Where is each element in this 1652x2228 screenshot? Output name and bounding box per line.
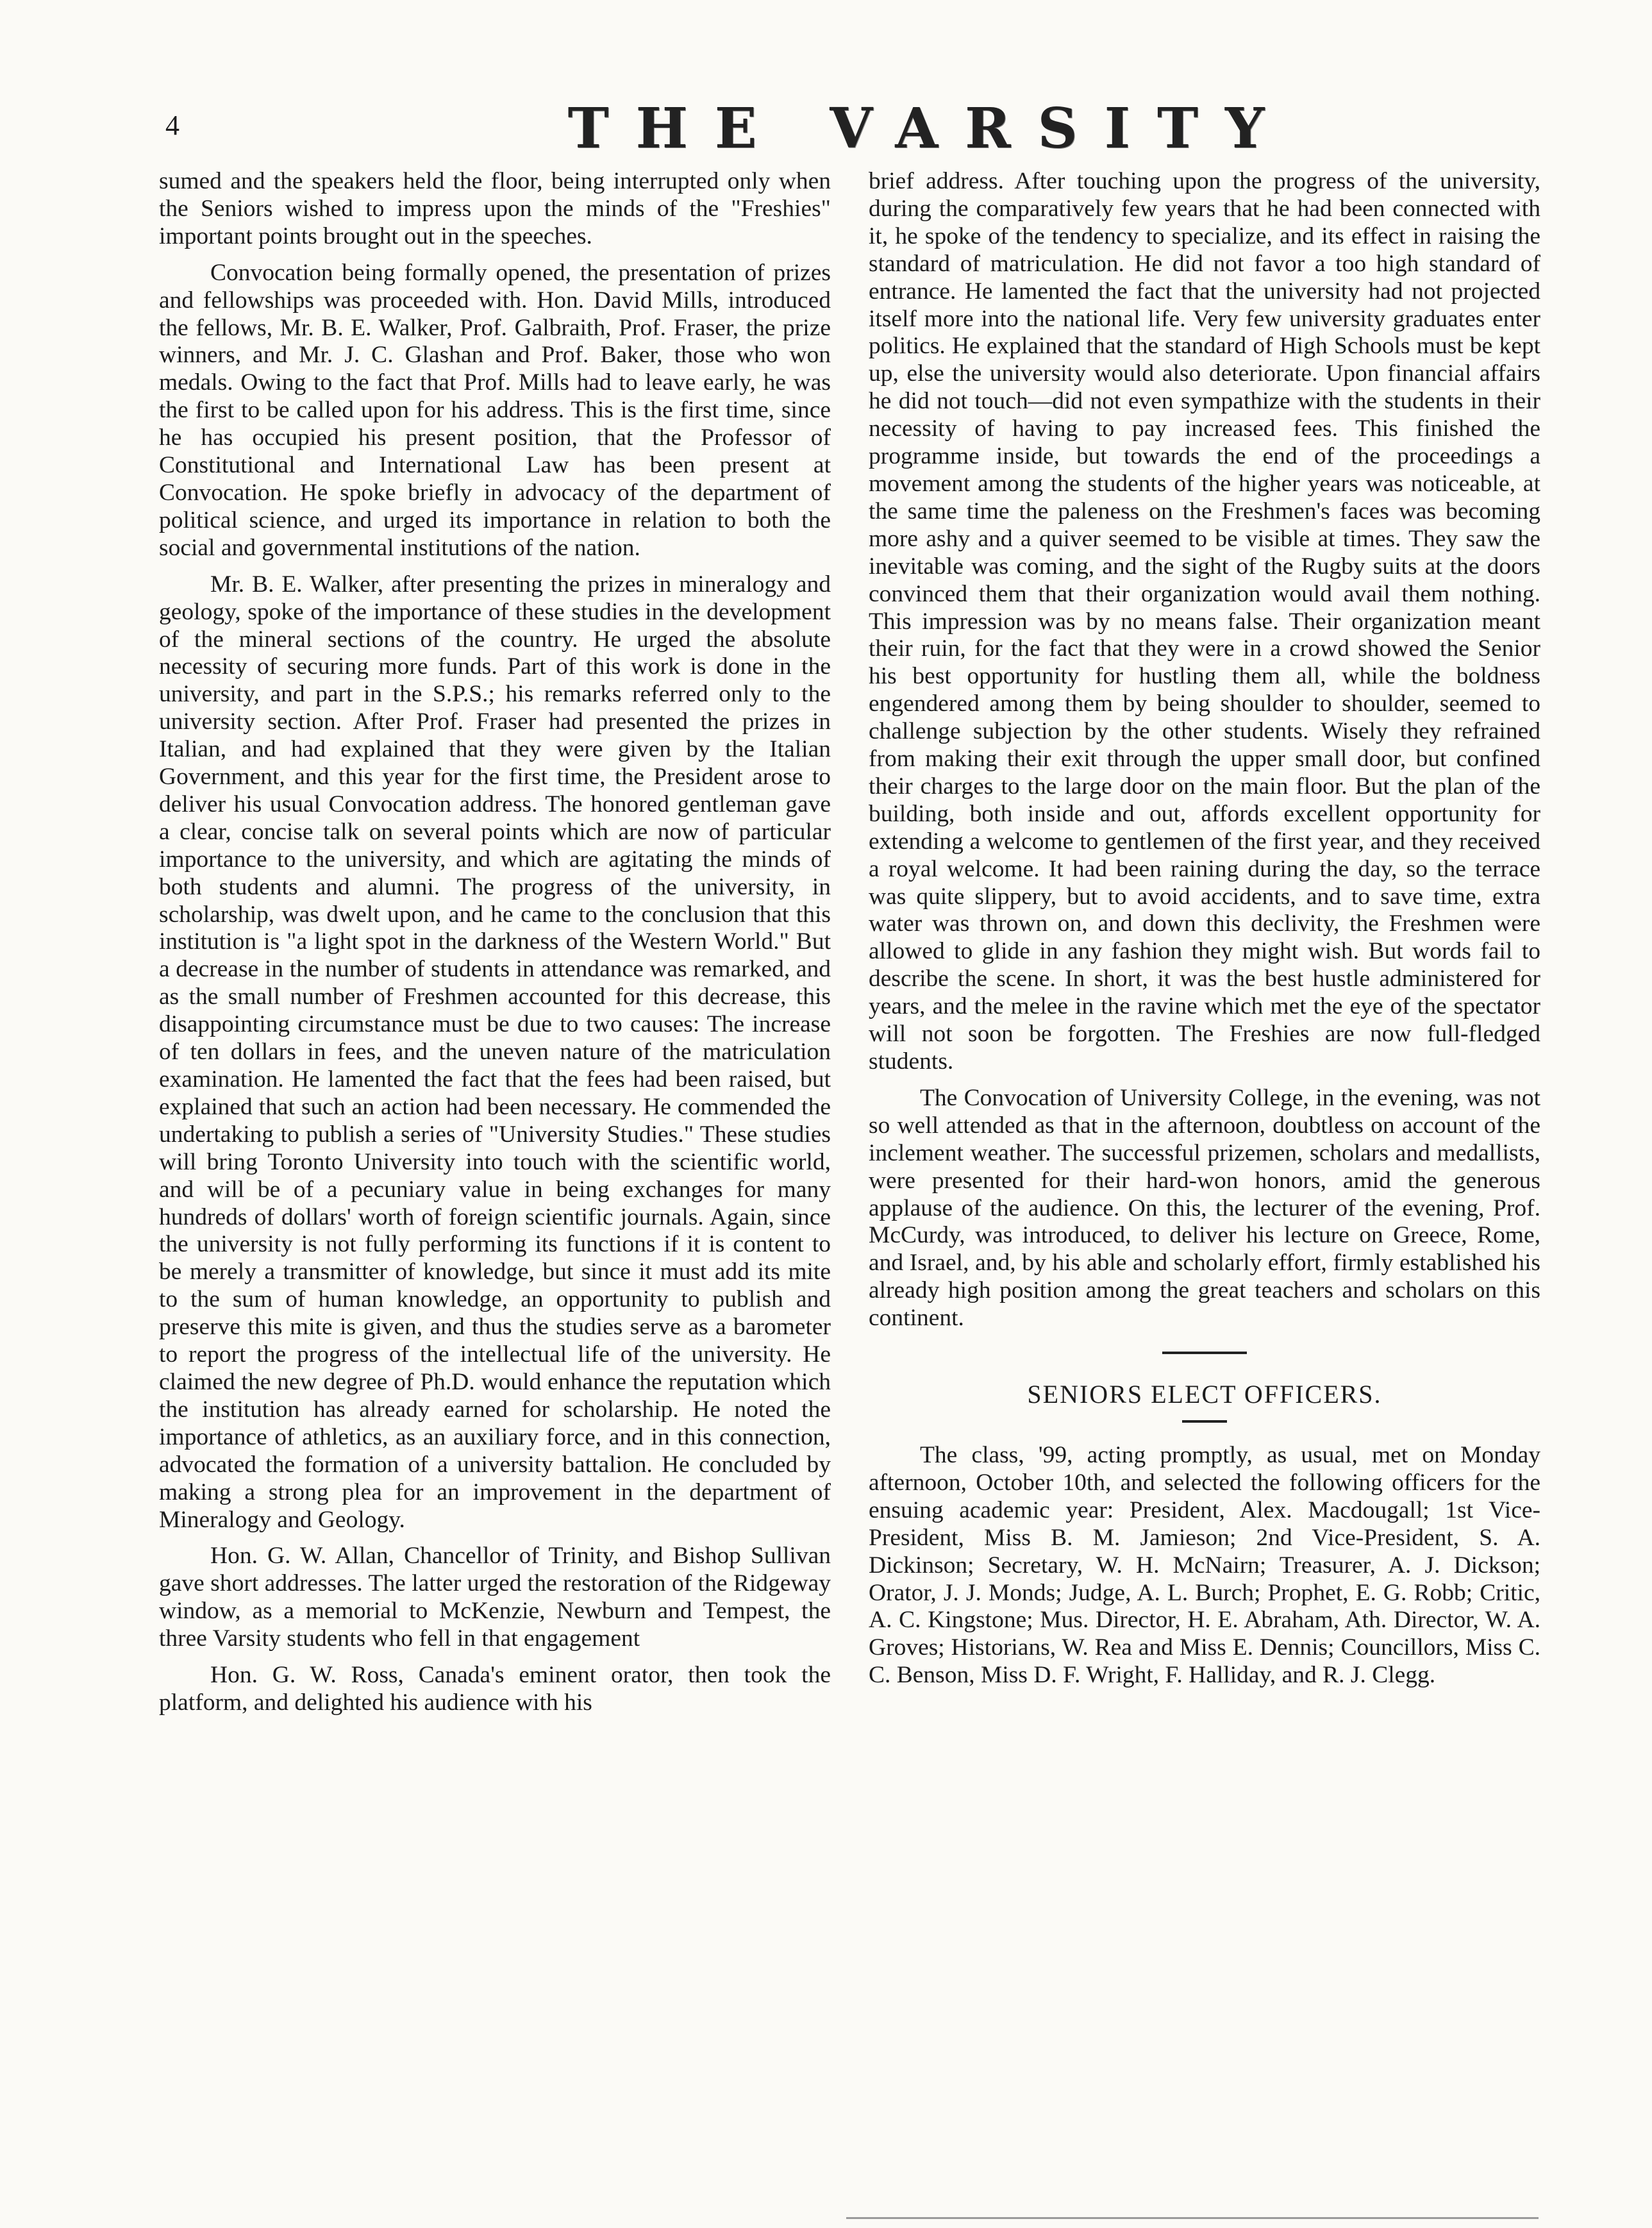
page-number: 4: [165, 110, 179, 141]
left-column: [159, 168, 831, 1717]
paragraph: Hon. G. W. Ross, Canada's eminent orator, then took the platform, and delighted his audience with his: [159, 1662, 831, 1716]
masthead-title: THE VARSITY: [567, 96, 1292, 161]
paragraph: The class, '99, acting promptly, as usual, met on Monday afternoon, October 10th, and selected the following officers for the ensuing academic year: President, Alex. Macdougall; 1st Vice-President, Miss B. M. Jamieson; 2nd Vice-President, S. A. Dickinson; Secretary, W. H. McNairn; Treasurer, A. J. Dickson; Orator, J. J. Monds; Judge, A. L. Burch; Prophet, E. G. Robb; Critic, A. C. Kingstone; Mus. Director, H. E. Abraham, Ath. Director, W. A. Groves; Historians, W. Rea and Miss E. Dennis; Councillors, Miss C. C. Benson, Miss D. F. Wright, F. Halliday, and R. J. Clegg.: [869, 1441, 1540, 1689]
page-header: [160, 96, 1506, 160]
section-divider: [1162, 1352, 1247, 1354]
paragraph: The Convocation of University College, in the evening, was not so well attended as that in the afternoon, doubtless on account of the inclement weather. The successful prizemen, scholars and medallists, were presented for their hard-won honors, amid the generous applause of the audience. On this, the lecturer of the evening, Prof. McCurdy, was introduced, to deliver his lecture on Greece, Rome, and Israel, and, by his able and scholarly effort, firmly established his already high position among the great teachers and scholars on this continent.: [869, 1084, 1540, 1332]
heading-underline: [1182, 1420, 1227, 1423]
page-bottom-rule: [846, 2217, 1539, 2219]
paragraph: sumed and the speakers held the floor, being interrupted only when the Seniors wished to impress upon the minds of the "Freshies" important points brought out in the speeches.: [159, 168, 831, 249]
paragraph: brief address. After touching upon the progress of the university, during the comparatively few years that he had been connected with it, he spoke of the tendency to specialize, and its effect in raising the standard of matriculation. He did not favor a too high standard of entrance. He lamented the fact that the university had not projected itself more into the national life. Very few university graduates enter politics. He explained that the standard of High Schools must be kept up, else the university would also deteriorate. Upon financial affairs he did not touch—did not even sympathize with the students in their necessity of having to pay increased fees. This finished the programme inside, but towards the end of the proceedings a movement among the students of the higher years was noticeable, at the same time the paleness on the Freshmen's faces was becoming more ashy and a quiver seemed to be visible at times. They saw the inevitable was coming, and the sight of the Rugby suits at the doors convinced them that their organization would avail them nothing. This impression was by no means false. Their organization meant their ruin, for the fact that they were in a crowd showed the Senior his best opportunity for hustling them all, while the boldness engendered among them by being shoulder to shoulder, seemed to challenge subjection by the other students. Wisely they refrained from making their exit through the upper small door, but confined their charges to the large door on the main floor. But the plan of the building, both inside and out, affords excellent opportunity for extending a welcome to gentlemen of the first year, and they received a royal welcome. It had been raining during the day, so the terrace was quite slippery, but to avoid accidents, and to save time, extra water was thrown on, and down this declivity, the Freshmen were allowed to glide in any fashion they might wish. But words fail to describe the scene. In short, it was the best hustle administered for years, and the melee in the ravine which met the eye of the spectator will not soon be forgotten. The Freshies are now full-fledged students.: [869, 168, 1540, 1075]
paragraph: Convocation being formally opened, the presentation of prizes and fellowships was proceeded with. Hon. David Mills, introduced the fellows, Mr. B. E. Walker, Prof. Galbraith, Prof. Fraser, the prize winners, and Mr. J. C. Glashan and Prof. Baker, those who won medals. Owing to the fact that Prof. Mills had to leave early, he was the first to be called upon for his address. This is the first time, since he has occupied his present position, that the Professor of Constitutional and International Law has been present at Convocation. He spoke briefly in advocacy of the department of political science, and urged its importance in relation to both the social and governmental institutions of the nation.: [159, 259, 831, 561]
right-column: [869, 168, 1540, 1689]
paragraph: Hon. G. W. Allan, Chancellor of Trinity, and Bishop Sullivan gave short addresses. The latter urged the restoration of the Ridgeway window, as a memorial to McKenzie, Newburn and Tempest, the three Varsity students who fell in that engagement: [159, 1543, 831, 1652]
section-heading: SENIORS ELECT OFFICERS.: [1027, 1380, 1382, 1409]
paragraph: Mr. B. E. Walker, after presenting the prizes in mineralogy and geology, spoke of the importance of these studies in the development of the mineral sections of the country. He urged the absolute necessity of securing more funds. Part of this work is done in the university, and part in the S.P.S.; his remarks referred only to the university section. After Prof. Fraser had presented the prizes in Italian, and had explained that they were given by the Italian Government, and this year for the first time, the President arose to deliver his usual Convocation address. The honored gentleman gave a clear, concise talk on several points which are now of particular importance to the university, and which are agitating the minds of both students and alumni. The progress of the university, in scholarship, was dwelt upon, and he came to the conclusion that this institution is "a light spot in the darkness of the Western World." But a decrease in the number of students in attendance was remarked, and as the small number of Freshmen accounted for this decrease, this disappointing circumstance must be due to two causes: The increase of ten dollars in fees, and the uneven nature of the matriculation examination. He lamented the fact that the fees had been raised, but explained that such an action had been necessary. He commended the undertaking to publish a series of "University Studies." These studies will bring Toronto University into touch with the scientific world, and will be of a pecuniary value in being exchanges for many hundreds of dollars' worth of foreign scientific journals. Again, since the university is not fully performing its functions if it is content to be merely a transmitter of knowledge, but since it must add its mite to the sum of human knowledge, an opportunity to publish and preserve this mite is given, and thus the studies serve as a barometer to report the progress of the intellectual life of the university. He claimed the new degree of Ph.D. would enhance the reputation which the institution has already earned for scholarship. He noted the importance of athletics, as an auxiliary force, and in this connection, advocated the formation of a university battalion. He concluded by making a strong plea for an improvement in the department of Mineralogy and Geology.: [159, 571, 831, 1533]
